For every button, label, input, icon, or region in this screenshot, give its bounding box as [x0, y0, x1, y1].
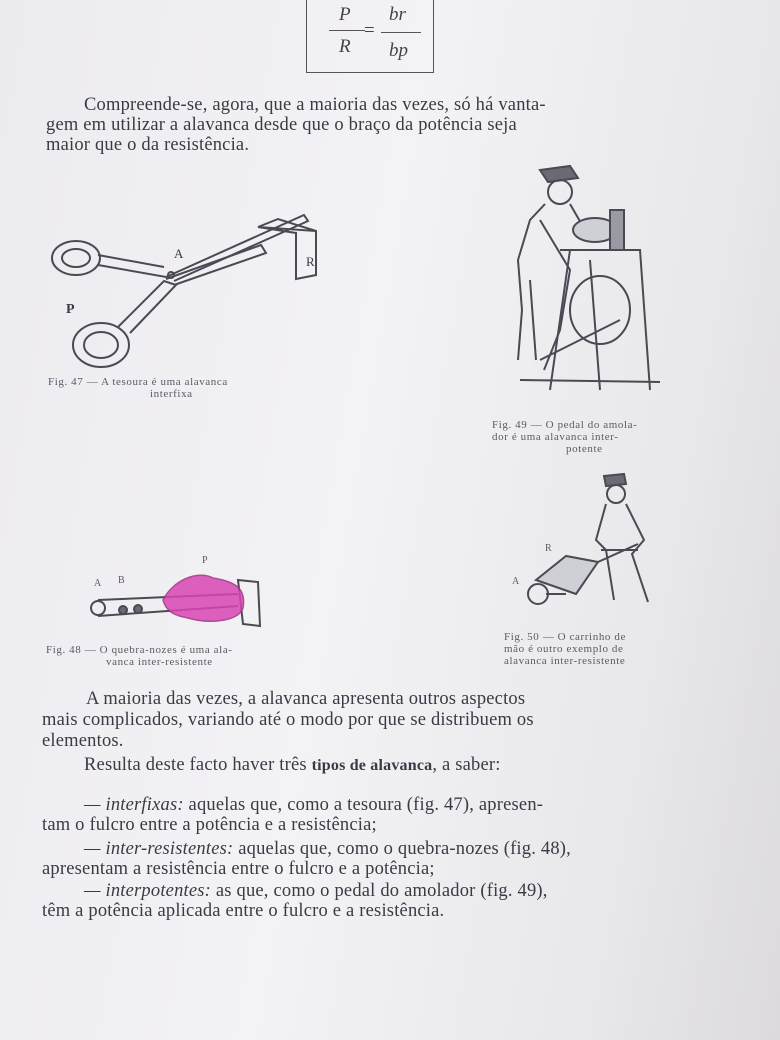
formula-right-denominator: bp	[389, 40, 408, 61]
list-item-interpotentes: — interpotentes: as que, como o pedal do amolador (fig. 49),	[84, 881, 548, 901]
intro-line-3: maior que o da resistência.	[46, 135, 250, 155]
term-interpotentes: — interpotentes:	[84, 881, 212, 901]
formula-right-fraction-bar	[381, 32, 421, 33]
formula-left-denominator: R	[339, 36, 351, 57]
formula-left-numerator: P	[339, 4, 351, 25]
list-item-interpotentes-line-2: têm a potência aplicada entre o fulcro e a resistência.	[42, 901, 445, 921]
fig49-caption-line-1: Fig. 49 — O pedal do amola-	[492, 419, 638, 431]
fig50-caption-line-3: alavanca inter-resistente	[504, 655, 626, 667]
wheelbarrow-illustration	[506, 470, 676, 620]
list-item-interfixas-line-2: tam o fulcro entre a potência e a resistência;	[42, 815, 377, 835]
formula-left-fraction-bar	[329, 30, 365, 31]
scissors-illustration	[46, 205, 336, 380]
fig48-caption-line-2: vanca inter-resistente	[106, 656, 213, 668]
intro-line-1: Compreende-se, agora, que a maioria das vezes, só há vanta-	[84, 95, 546, 115]
body-p1-line-1: A maioria das vezes, a alavanca apresenta outros aspectos	[86, 689, 526, 709]
fig48-label-p: P	[202, 555, 209, 566]
fig50-caption-line-1: Fig. 50 — O carrinho de	[504, 631, 626, 643]
fig48-caption-line-1: Fig. 48 — O quebra-nozes é uma ala-	[46, 644, 233, 656]
fig48-label-a: A	[94, 578, 102, 589]
body-p1-line-3: elementos.	[42, 731, 124, 751]
fig50-label-r: R	[545, 543, 553, 554]
grinder-pedal-illustration	[500, 160, 670, 400]
term-inter-resistentes: — inter-resistentes:	[84, 839, 234, 859]
fig50-label-a: A	[512, 576, 520, 587]
nutcracker-illustration	[88, 560, 268, 630]
formula-equals: =	[364, 20, 375, 41]
body-p1-line-2: mais complicados, variando até o modo por que se distribuem os	[42, 710, 534, 730]
body-p2-end: , a saber:	[432, 755, 501, 775]
fig47-caption-line-1: Fig. 47 — A tesoura é uma alavanca	[48, 376, 228, 388]
fig50-caption-line-2: mão é outro exemplo de	[504, 643, 624, 655]
term-interfixas: — interfixas:	[84, 795, 184, 815]
intro-line-2: gem em utilizar a alavanca desde que o braço da potência seja	[46, 115, 517, 135]
list-item-interfixas: — interfixas: aquelas que, como a tesoura (fig. 47), apresen-	[84, 795, 544, 815]
body-p2-bold: tipos de alavanca	[311, 757, 433, 774]
fig47-label-p: P	[66, 302, 75, 317]
body-p2	[84, 756, 501, 775]
formula-box	[306, 0, 434, 73]
fig49-caption-line-3: potente	[566, 443, 603, 455]
fig47-label-r: R	[306, 254, 315, 269]
list-item-inter-resistentes-line-2: apresentam a resistência entre o fulcro e a potência;	[42, 859, 435, 879]
list-item-inter-resistentes: — inter-resistentes: aquelas que, como o quebra-nozes (fig. 48),	[84, 839, 571, 859]
fig49-caption-line-2: dor é uma alavanca inter-	[492, 431, 619, 443]
fig48-label-b: B	[118, 575, 126, 586]
fig47-label-a: A	[174, 246, 184, 261]
formula-right-numerator: br	[389, 4, 406, 25]
fig47-caption-line-2: interfixa	[150, 388, 193, 400]
body-p2-start: Resulta deste facto haver três	[84, 755, 312, 775]
